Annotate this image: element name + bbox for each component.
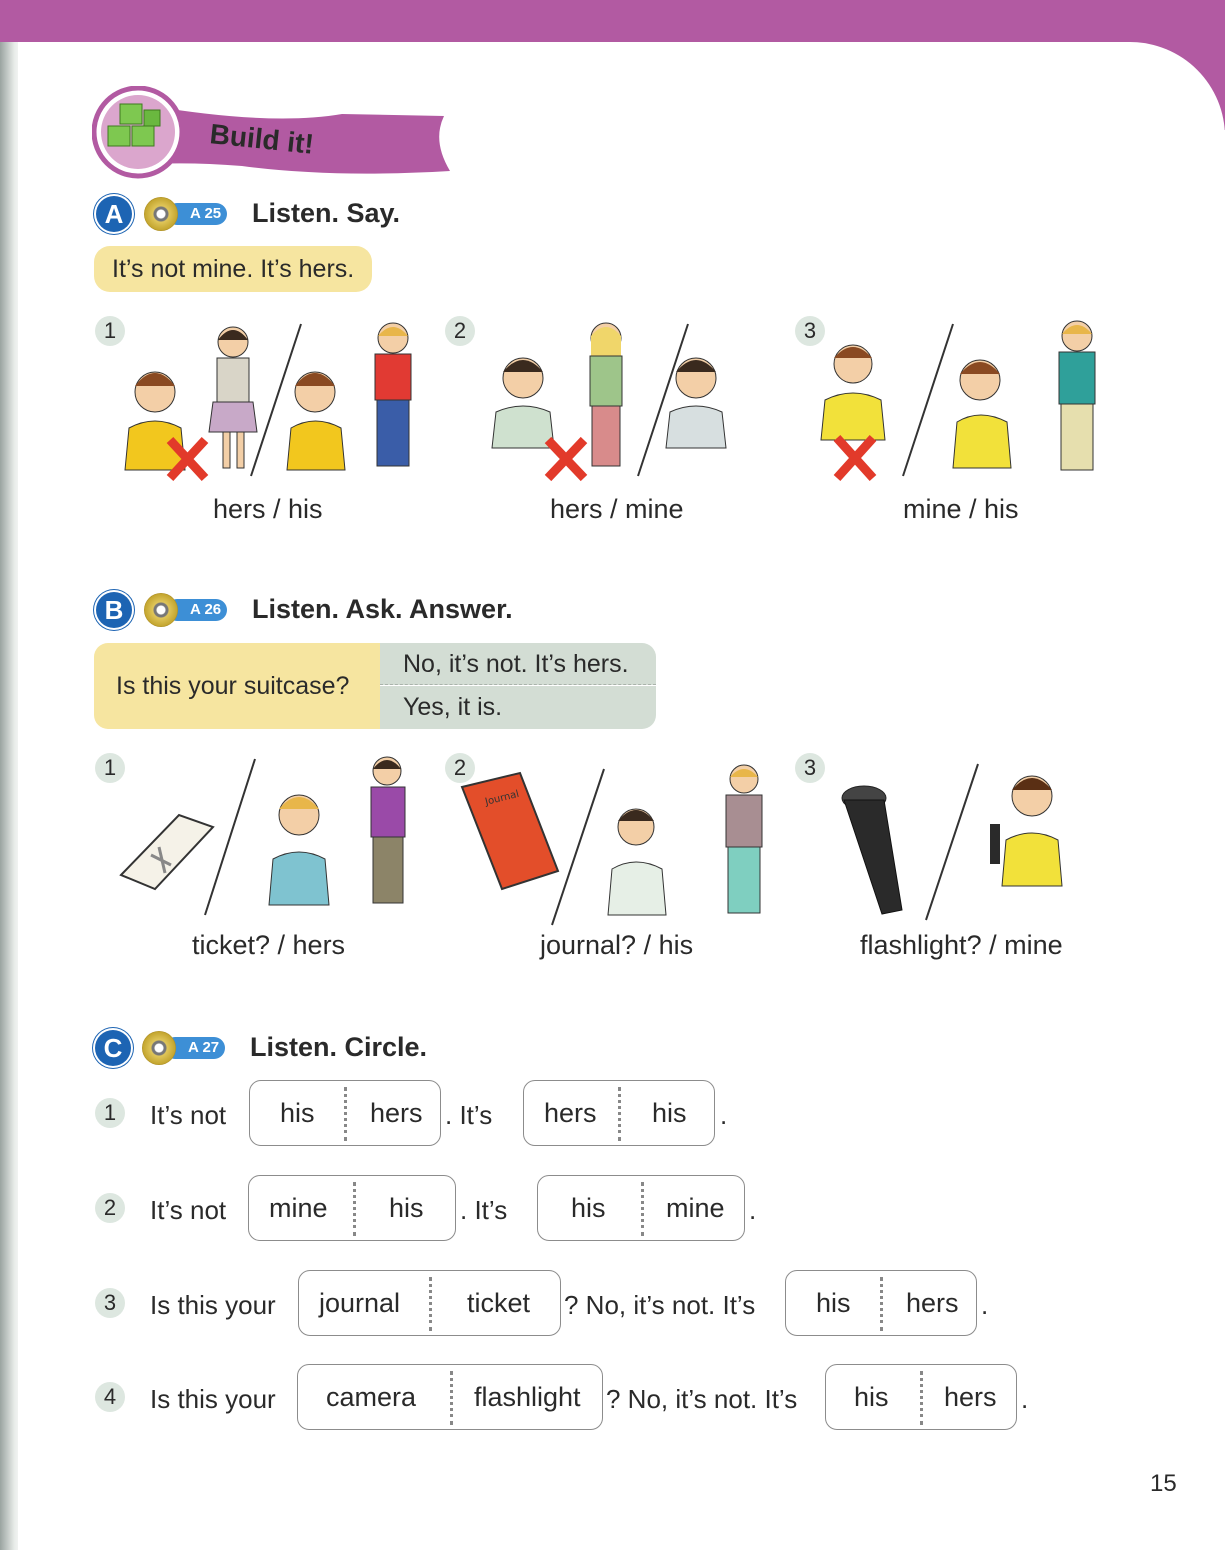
sentence-end: .: [749, 1195, 757, 1225]
model-question: Is this your suitcase?: [94, 643, 380, 729]
item-number: 3: [795, 753, 825, 783]
model-answer-no: No, it’s not. It’s hers.: [380, 643, 656, 685]
illustration-journal: [458, 765, 778, 930]
item-caption: hers / his: [213, 494, 323, 524]
girl-figure: [371, 757, 405, 903]
choice-option[interactable]: hers: [370, 1098, 423, 1128]
sentence-lead: Is this your: [150, 1384, 276, 1414]
item-caption: flashlight? / mine: [860, 930, 1063, 960]
illustration-girl-boy-passport: [115, 320, 425, 480]
flashlight-icon: [842, 786, 902, 914]
audio-cd-icon[interactable]: [142, 1031, 176, 1065]
choice-box[interactable]: [249, 1080, 441, 1146]
illustration-ticket: [115, 755, 425, 925]
boy-with-fork-figure: [492, 358, 554, 448]
choice-box[interactable]: [523, 1080, 715, 1146]
boy-with-passport-figure: [287, 372, 345, 470]
section-c-title: Listen. Circle.: [250, 1032, 428, 1062]
audio-track-label[interactable]: A 27: [164, 1037, 225, 1059]
choice-option[interactable]: his: [389, 1193, 424, 1223]
choice-option[interactable]: his: [816, 1288, 851, 1318]
sentence-middle: . It’s: [445, 1100, 493, 1130]
sentence-middle: ? No, it’s not. It’s: [606, 1384, 798, 1414]
sentence-end: .: [1021, 1384, 1029, 1414]
sentence-middle: ? No, it’s not. It’s: [564, 1290, 756, 1320]
journal-icon: [462, 773, 558, 889]
illustration-fork: [488, 320, 748, 480]
choice-option[interactable]: mine: [666, 1193, 725, 1223]
choice-option[interactable]: his: [854, 1382, 889, 1412]
sentence-lead: It’s not: [150, 1100, 227, 1130]
girl-figure: [209, 327, 257, 468]
item-number: 2: [445, 753, 475, 783]
boy-with-journal-figure: [608, 809, 666, 915]
item-number: 3: [795, 316, 825, 346]
audio-cd-icon[interactable]: [144, 593, 178, 627]
choice-option[interactable]: his: [571, 1193, 606, 1223]
choice-option[interactable]: hers: [906, 1288, 959, 1318]
choice-option[interactable]: mine: [269, 1193, 328, 1223]
choice-box[interactable]: [298, 1270, 561, 1336]
choice-option[interactable]: his: [652, 1098, 687, 1128]
sentence-lead: It’s not: [150, 1195, 227, 1225]
choice-option[interactable]: hers: [944, 1382, 997, 1412]
choice-option[interactable]: flashlight: [474, 1382, 581, 1412]
choice-option[interactable]: camera: [326, 1382, 417, 1412]
item-number: 3: [95, 1288, 125, 1318]
sentence-end: .: [981, 1290, 989, 1320]
illustration-camera: [815, 320, 1115, 480]
boy-figure: [375, 323, 411, 466]
question-answer-box: [94, 643, 656, 729]
section-c-badge: C: [95, 1030, 131, 1066]
boy-with-passport-figure: [125, 372, 185, 470]
choice-option[interactable]: ticket: [467, 1288, 531, 1318]
banner-title: Build it!: [208, 118, 316, 160]
sentence-end: .: [720, 1100, 728, 1130]
item-number: 1: [95, 753, 125, 783]
section-a-badge: A: [96, 196, 132, 232]
choice-option[interactable]: journal: [319, 1288, 401, 1318]
item-number: 2: [445, 316, 475, 346]
model-sentence: It’s not mine. It’s hers.: [94, 246, 372, 292]
item-caption: mine / his: [903, 494, 1019, 524]
audio-track-label[interactable]: A 25: [166, 203, 227, 225]
choice-box[interactable]: [825, 1364, 1017, 1430]
item-caption: journal? / his: [540, 930, 694, 960]
section-b-title: Listen. Ask. Answer.: [252, 594, 513, 624]
section-b-badge: B: [96, 592, 132, 628]
boy-with-camera-figure: [821, 345, 885, 440]
item-caption: ticket? / hers: [192, 930, 346, 960]
choice-box[interactable]: [248, 1175, 456, 1241]
boy-with-flashlight-figure: [990, 776, 1062, 886]
illustration-flashlight: [840, 760, 1090, 925]
sentence-lead: Is this your: [150, 1290, 276, 1320]
boy-figure: [726, 765, 762, 913]
page-number: 15: [1150, 1470, 1177, 1497]
sentence-middle: . It’s: [460, 1195, 508, 1225]
boy-with-ticket-figure: [269, 795, 329, 905]
choice-box[interactable]: [297, 1364, 603, 1430]
item-number: 1: [95, 316, 125, 346]
choice-option[interactable]: his: [280, 1098, 315, 1128]
section-a-title: Listen. Say.: [252, 198, 401, 228]
girl-figure: [590, 323, 622, 466]
model-answer-yes: Yes, it is.: [380, 686, 656, 729]
item-number: 1: [95, 1098, 125, 1128]
item-number: 4: [95, 1382, 125, 1412]
choice-box[interactable]: [537, 1175, 745, 1241]
choice-option[interactable]: hers: [544, 1098, 597, 1128]
svg-text:Journal: Journal: [484, 788, 521, 808]
item-caption: hers / mine: [550, 494, 684, 524]
boy-with-camera-figure: [953, 360, 1011, 468]
item-number: 2: [95, 1193, 125, 1223]
choice-box[interactable]: [785, 1270, 977, 1336]
audio-cd-icon[interactable]: [144, 197, 178, 231]
audio-track-label[interactable]: A 26: [166, 599, 227, 621]
boy-figure: [1059, 321, 1095, 470]
ticket-icon: [121, 815, 213, 889]
cross-icon: [837, 438, 873, 478]
cross-icon: [548, 440, 584, 478]
boy-with-fork-figure: [666, 358, 726, 448]
